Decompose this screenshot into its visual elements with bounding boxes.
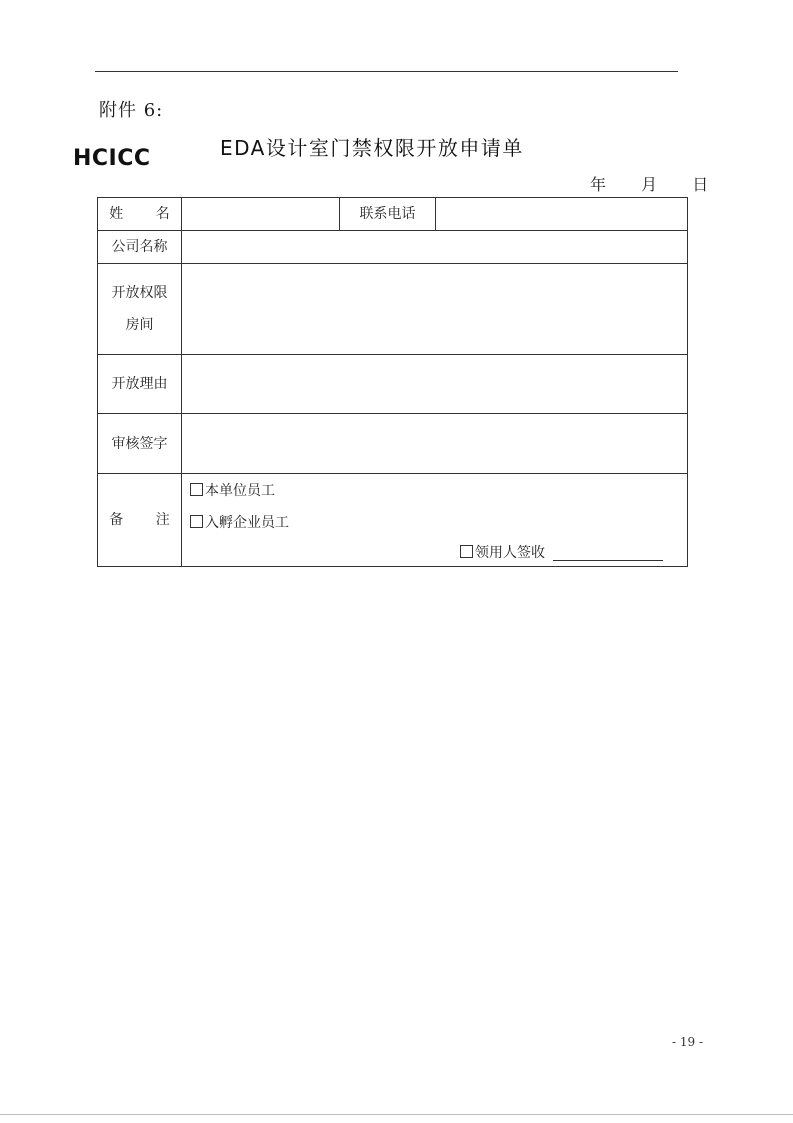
option-own-staff-label: 本单位员工: [205, 483, 275, 499]
attachment-label: 附件 6:: [99, 100, 164, 121]
page-number: - 19 -: [672, 1035, 704, 1049]
phone-field[interactable]: [436, 198, 688, 231]
checkbox-icon[interactable]: [460, 545, 473, 558]
recipient-signature-label: 领用人签收: [475, 545, 545, 561]
signature-row: [98, 414, 688, 474]
signature-label: 审核签字: [98, 414, 182, 474]
recipient-signature-line[interactable]: [553, 546, 663, 561]
recipient-signature[interactable]: [460, 542, 663, 562]
signature-field[interactable]: [182, 414, 688, 474]
form-title: EDA设计室门禁权限开放申请单: [220, 136, 524, 160]
date-month-label: 月: [641, 175, 658, 194]
rooms-label-cell: [98, 264, 182, 355]
date-day-label: 日: [692, 175, 709, 194]
reason-label: 开放理由: [98, 355, 182, 414]
checkbox-icon[interactable]: [190, 483, 203, 496]
remarks-row: [98, 474, 688, 567]
rooms-label-line2: 房间: [125, 317, 154, 333]
rooms-label-line1: 开放权限: [111, 285, 168, 301]
company-label: 公司名称: [98, 231, 182, 264]
option-own-staff[interactable]: [190, 480, 275, 500]
remarks-label-cell: [98, 474, 182, 567]
date-year-label: 年: [590, 175, 607, 194]
reason-row: [98, 355, 688, 414]
hcicc-logo: HCICC: [73, 146, 151, 171]
name-label-cell: [98, 198, 182, 231]
application-form-table: [97, 197, 688, 567]
date-line: [590, 172, 708, 195]
rooms-row: [98, 264, 688, 355]
company-row: [98, 231, 688, 264]
checkbox-icon[interactable]: [190, 515, 203, 528]
header-rule: [95, 71, 678, 72]
option-incubated-staff[interactable]: [190, 512, 289, 532]
page-bottom-edge: [0, 1114, 793, 1115]
phone-label: 联系电话: [340, 198, 436, 231]
company-field[interactable]: [182, 231, 688, 264]
remarks-label: 备 注: [109, 512, 184, 528]
name-label: 姓 名: [109, 206, 184, 222]
reason-field[interactable]: [182, 355, 688, 414]
name-field[interactable]: [182, 198, 340, 231]
name-row: [98, 198, 688, 231]
rooms-field[interactable]: [182, 264, 688, 355]
option-incubated-staff-label: 入孵企业员工: [205, 515, 289, 531]
remarks-cell: [182, 474, 688, 567]
